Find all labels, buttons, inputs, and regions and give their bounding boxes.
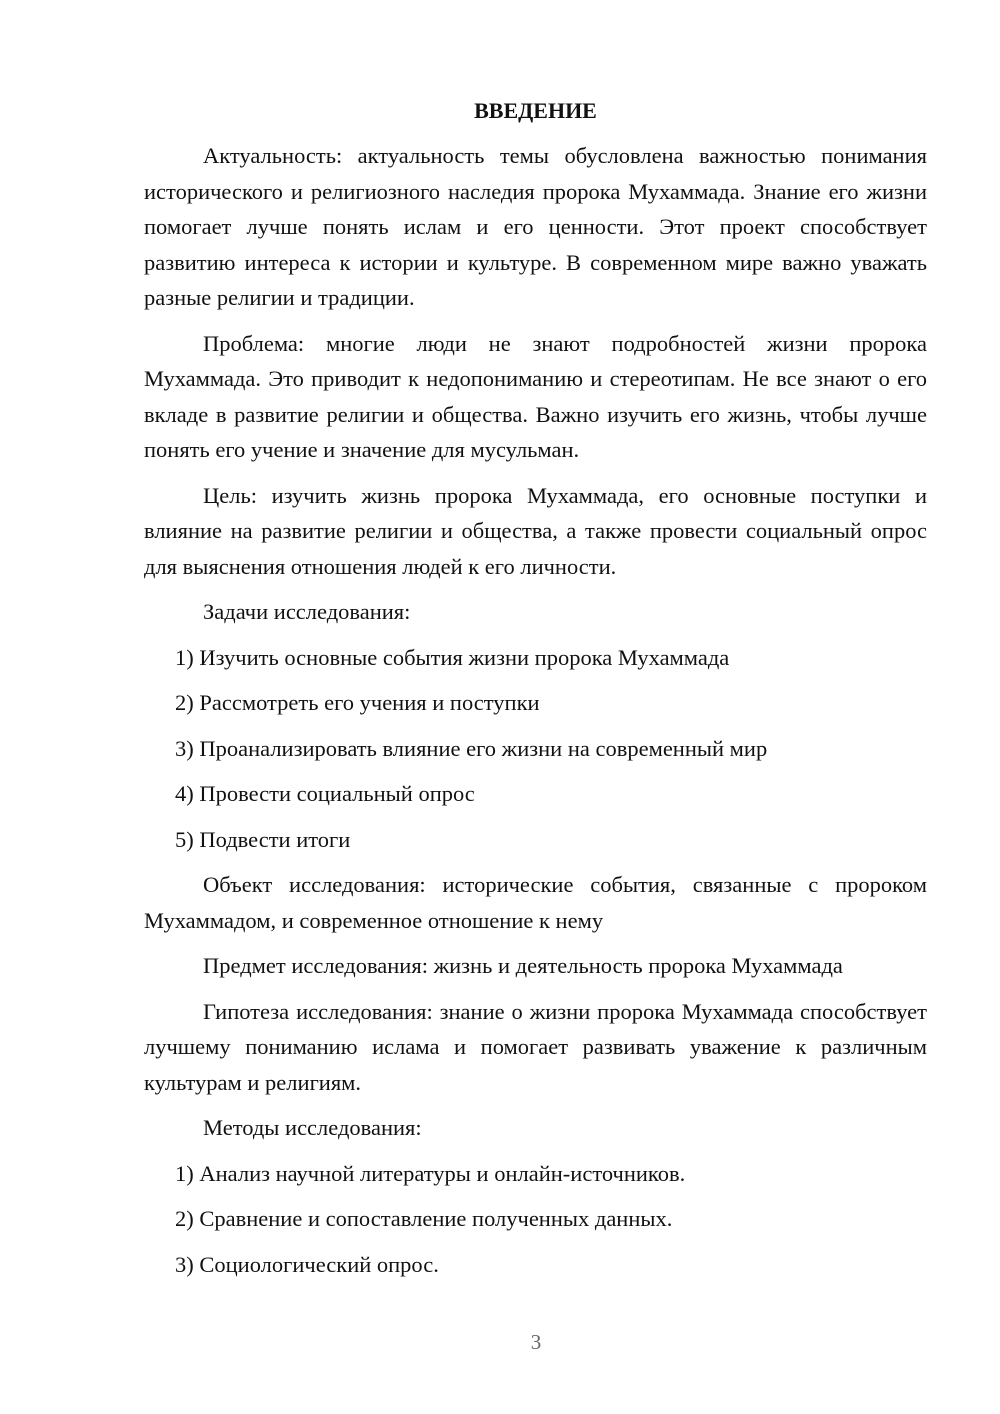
page-number: 3 xyxy=(530,1330,542,1354)
list-item: 4) Провести социальный опрос xyxy=(175,781,475,806)
list-item: 3) Социологический опрос. xyxy=(175,1251,439,1277)
tasks-heading: Задачи исследования: xyxy=(203,599,411,624)
page-content xyxy=(144,96,927,1292)
list-item: 5) Подвести итоги xyxy=(175,826,351,852)
methods-list xyxy=(144,1156,927,1283)
goal-paragraph: Цель: изучить жизнь пророка Мухаммада, его основные поступки и влияние на развитие религии и общества, а также провести социальный опрос для выяснения отношения людей к его личности. xyxy=(144,482,927,579)
section-title: ВВЕДЕНИЕ xyxy=(474,98,597,123)
subject-paragraph: Предмет исследования: жизнь и деятельность пророка Мухаммада xyxy=(203,953,843,978)
tasks-list xyxy=(144,640,927,858)
relevance-paragraph: Актуальность: актуальность темы обусловлена важностью понимания исторического и религиозного наследия пророка Мухаммада. Знание его жизни помогает лучше понять ислам и его ценности. Этот проект способствует развитию интереса к истории и культуре. В современном мире важно уважать разные религии и традиции. xyxy=(144,143,927,310)
list-item: 3) Проанализировать влияние его жизни на современный мир xyxy=(175,735,768,761)
list-item: 2) Сравнение и сопоставление полученных данных. xyxy=(175,1206,673,1231)
list-item: 1) Изучить основные события жизни пророка Мухаммада xyxy=(175,644,730,670)
methods-heading: Методы исследования: xyxy=(203,1115,422,1140)
list-item: 1) Анализ научной литературы и онлайн-источников. xyxy=(175,1160,686,1186)
hypothesis-paragraph: Гипотеза исследования: знание о жизни пророка Мухаммада способствует лучшему пониманию ислама и помогает развивать уважение к различным культурам и религиям. xyxy=(144,998,927,1095)
problem-paragraph: Проблема: многие люди не знают подробностей жизни пророка Мухаммада. Это приводит к недопониманию и стереотипам. Не все знают о его вкладе в развитие религии и общества. Важно изучить его жизнь, чтобы лучше понять его учение и значение для мусульман. xyxy=(144,330,927,462)
list-item: 2) Рассмотреть его учения и поступки xyxy=(175,690,540,715)
object-paragraph: Объект исследования: исторические события, связанные с пророком Мухаммадом, и современное отношение к нему xyxy=(144,872,927,933)
